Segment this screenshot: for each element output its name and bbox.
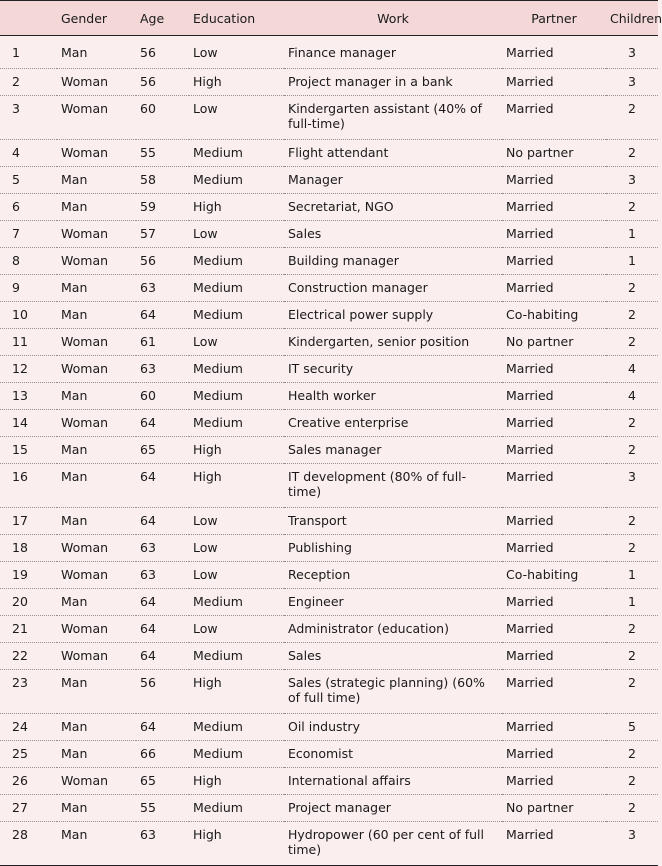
partner-cell: No partner: [502, 140, 606, 167]
row-id-cell: 9: [0, 275, 57, 302]
partner-cell: Married: [502, 643, 606, 670]
gender-cell: Woman: [57, 410, 136, 437]
age-cell: 57: [136, 221, 189, 248]
age-cell: 64: [136, 643, 189, 670]
age-cell: 56: [136, 36, 189, 69]
row-id-cell: 3: [0, 96, 57, 140]
education-cell: High: [189, 437, 284, 464]
work-cell: Project manager in a bank: [284, 69, 502, 96]
row-id-cell: 13: [0, 383, 57, 410]
children-cell: 2: [606, 329, 658, 356]
header-id: [0, 1, 57, 36]
header-children: Children: [610, 10, 662, 26]
education-cell: Medium: [189, 714, 284, 741]
work-cell: Oil industry: [284, 714, 502, 741]
children-cell: 1: [606, 562, 658, 589]
partner-cell: Married: [502, 221, 606, 248]
gender-cell: Man: [57, 795, 136, 822]
work-cell: Economist: [284, 741, 502, 768]
education-cell: Medium: [189, 795, 284, 822]
table-header: [0, 1, 662, 36]
work-cell: IT development (80% of full-time): [284, 464, 502, 508]
partner-cell: Married: [502, 714, 606, 741]
row-id-cell: 20: [0, 589, 57, 616]
education-cell: Low: [189, 36, 284, 69]
row-id-cell: 28: [0, 822, 57, 866]
work-cell: International affairs: [284, 768, 502, 795]
table-row: [0, 194, 658, 221]
table-row: [0, 69, 658, 96]
partner-cell: Married: [502, 589, 606, 616]
work-cell: Manager: [284, 167, 502, 194]
work-cell: Hydropower (60 per cent of full time): [284, 822, 502, 866]
gender-cell: Man: [57, 36, 136, 69]
gender-cell: Man: [57, 741, 136, 768]
table-row: [0, 562, 658, 589]
work-cell: Reception: [284, 562, 502, 589]
table-row: [0, 795, 658, 822]
header-partner: Partner: [531, 10, 577, 26]
row-id-cell: 4: [0, 140, 57, 167]
gender-cell: Man: [57, 670, 136, 714]
work-cell: Sales manager: [284, 437, 502, 464]
age-cell: 61: [136, 329, 189, 356]
children-cell: 1: [606, 221, 658, 248]
table-row: [0, 616, 658, 643]
work-cell: Electrical power supply: [284, 302, 502, 329]
work-cell: Sales: [284, 643, 502, 670]
age-cell: 65: [136, 437, 189, 464]
row-id-cell: 10: [0, 302, 57, 329]
age-cell: 64: [136, 508, 189, 535]
partner-cell: Married: [502, 670, 606, 714]
partner-cell: Co-habiting: [502, 562, 606, 589]
gender-cell: Man: [57, 464, 136, 508]
work-cell: Flight attendant: [284, 140, 502, 167]
work-cell: Engineer: [284, 589, 502, 616]
age-cell: 56: [136, 69, 189, 96]
table-row: [0, 140, 658, 167]
table-row: [0, 410, 658, 437]
children-cell: 2: [606, 795, 658, 822]
education-cell: Medium: [189, 167, 284, 194]
gender-cell: Man: [57, 275, 136, 302]
header-work: Work: [377, 10, 409, 26]
row-id-cell: 23: [0, 670, 57, 714]
table-row: [0, 383, 658, 410]
children-cell: 1: [606, 248, 658, 275]
education-cell: High: [189, 194, 284, 221]
table-row: [0, 714, 658, 741]
age-cell: 58: [136, 167, 189, 194]
gender-cell: Woman: [57, 140, 136, 167]
education-cell: Low: [189, 221, 284, 248]
children-cell: 2: [606, 616, 658, 643]
table-row: [0, 167, 658, 194]
partner-cell: Married: [502, 96, 606, 140]
work-cell: Creative enterprise: [284, 410, 502, 437]
gender-cell: Woman: [57, 643, 136, 670]
work-cell: Administrator (education): [284, 616, 502, 643]
row-id-cell: 12: [0, 356, 57, 383]
work-cell: Construction manager: [284, 275, 502, 302]
children-cell: 3: [606, 69, 658, 96]
work-cell: Sales: [284, 221, 502, 248]
education-cell: Medium: [189, 275, 284, 302]
work-cell: Kindergarten assistant (40% of full-time): [284, 96, 502, 140]
partner-cell: Married: [502, 822, 606, 866]
partner-cell: Married: [502, 768, 606, 795]
children-cell: 2: [606, 643, 658, 670]
gender-cell: Woman: [57, 616, 136, 643]
partner-cell: Married: [502, 36, 606, 69]
gender-cell: Woman: [57, 221, 136, 248]
education-cell: Low: [189, 508, 284, 535]
gender-cell: Man: [57, 302, 136, 329]
row-id-cell: 24: [0, 714, 57, 741]
children-cell: 3: [606, 36, 658, 69]
age-cell: 63: [136, 356, 189, 383]
header-gender: Gender: [61, 10, 108, 26]
partner-cell: Married: [502, 356, 606, 383]
children-cell: 2: [606, 741, 658, 768]
work-cell: Building manager: [284, 248, 502, 275]
table-row: [0, 248, 658, 275]
age-cell: 56: [136, 670, 189, 714]
work-cell: Finance manager: [284, 36, 502, 69]
gender-cell: Woman: [57, 562, 136, 589]
children-cell: 2: [606, 670, 658, 714]
age-cell: 63: [136, 275, 189, 302]
table-row: [0, 822, 658, 866]
gender-cell: Man: [57, 383, 136, 410]
age-cell: 63: [136, 535, 189, 562]
age-cell: 59: [136, 194, 189, 221]
gender-cell: Woman: [57, 248, 136, 275]
children-cell: 1: [606, 589, 658, 616]
age-cell: 64: [136, 589, 189, 616]
children-cell: 3: [606, 822, 658, 866]
partner-cell: Married: [502, 410, 606, 437]
age-cell: 63: [136, 822, 189, 866]
gender-cell: Woman: [57, 356, 136, 383]
children-cell: 4: [606, 356, 658, 383]
children-cell: 2: [606, 508, 658, 535]
education-cell: High: [189, 464, 284, 508]
gender-cell: Man: [57, 508, 136, 535]
education-cell: Low: [189, 535, 284, 562]
partner-cell: No partner: [502, 795, 606, 822]
row-id-cell: 26: [0, 768, 57, 795]
table-row: [0, 643, 658, 670]
children-cell: 5: [606, 714, 658, 741]
gender-cell: Woman: [57, 69, 136, 96]
partner-cell: Married: [502, 535, 606, 562]
row-id-cell: 7: [0, 221, 57, 248]
gender-cell: Man: [57, 822, 136, 866]
gender-cell: Man: [57, 714, 136, 741]
education-cell: High: [189, 768, 284, 795]
work-cell: Project manager: [284, 795, 502, 822]
gender-cell: Man: [57, 437, 136, 464]
header-education: Education: [193, 10, 256, 26]
partner-cell: Co-habiting: [502, 302, 606, 329]
children-cell: 4: [606, 383, 658, 410]
education-cell: High: [189, 670, 284, 714]
table-row: [0, 36, 658, 69]
children-cell: 2: [606, 768, 658, 795]
age-cell: 66: [136, 741, 189, 768]
work-cell: Health worker: [284, 383, 502, 410]
children-cell: 2: [606, 302, 658, 329]
education-cell: High: [189, 69, 284, 96]
children-cell: 2: [606, 194, 658, 221]
row-id-cell: 15: [0, 437, 57, 464]
table-row: [0, 96, 658, 140]
age-cell: 65: [136, 768, 189, 795]
table-row: [0, 464, 658, 508]
age-cell: 56: [136, 248, 189, 275]
table-body: [0, 36, 658, 866]
education-cell: Medium: [189, 643, 284, 670]
table-row: [0, 329, 658, 356]
children-cell: 2: [606, 535, 658, 562]
education-cell: Low: [189, 562, 284, 589]
children-cell: 2: [606, 410, 658, 437]
age-cell: 55: [136, 795, 189, 822]
row-id-cell: 11: [0, 329, 57, 356]
table-row: [0, 356, 658, 383]
gender-cell: Woman: [57, 329, 136, 356]
partner-cell: No partner: [502, 329, 606, 356]
table-row: [0, 302, 658, 329]
row-id-cell: 5: [0, 167, 57, 194]
education-cell: Medium: [189, 589, 284, 616]
age-cell: 64: [136, 464, 189, 508]
education-cell: Medium: [189, 140, 284, 167]
gender-cell: Woman: [57, 96, 136, 140]
row-id-cell: 2: [0, 69, 57, 96]
education-cell: Low: [189, 96, 284, 140]
row-id-cell: 6: [0, 194, 57, 221]
children-cell: 2: [606, 96, 658, 140]
work-cell: Transport: [284, 508, 502, 535]
education-cell: Low: [189, 329, 284, 356]
education-cell: Medium: [189, 410, 284, 437]
children-cell: 2: [606, 140, 658, 167]
row-id-cell: 27: [0, 795, 57, 822]
work-cell: Publishing: [284, 535, 502, 562]
children-cell: 3: [606, 167, 658, 194]
partner-cell: Married: [502, 464, 606, 508]
education-cell: Medium: [189, 383, 284, 410]
partner-cell: Married: [502, 167, 606, 194]
education-cell: Medium: [189, 248, 284, 275]
work-cell: IT security: [284, 356, 502, 383]
children-cell: 2: [606, 437, 658, 464]
partner-cell: Married: [502, 437, 606, 464]
education-cell: Medium: [189, 356, 284, 383]
education-cell: High: [189, 822, 284, 866]
children-cell: 2: [606, 275, 658, 302]
table-row: [0, 221, 658, 248]
table-row: [0, 741, 658, 768]
age-cell: 63: [136, 562, 189, 589]
row-id-cell: 25: [0, 741, 57, 768]
gender-cell: Man: [57, 589, 136, 616]
table-row: [0, 535, 658, 562]
partner-cell: Married: [502, 383, 606, 410]
row-id-cell: 17: [0, 508, 57, 535]
work-cell: Secretariat, NGO: [284, 194, 502, 221]
work-cell: Kindergarten, senior position: [284, 329, 502, 356]
header-row: [0, 1, 658, 36]
age-cell: 55: [136, 140, 189, 167]
table-row: [0, 768, 658, 795]
header-age: Age: [140, 10, 165, 26]
row-id-cell: 1: [0, 36, 57, 69]
partner-cell: Married: [502, 741, 606, 768]
row-id-cell: 8: [0, 248, 57, 275]
row-id-cell: 21: [0, 616, 57, 643]
gender-cell: Woman: [57, 768, 136, 795]
row-id-cell: 16: [0, 464, 57, 508]
table-row: [0, 589, 658, 616]
education-cell: Low: [189, 616, 284, 643]
partner-cell: Married: [502, 69, 606, 96]
age-cell: 64: [136, 616, 189, 643]
partner-cell: Married: [502, 194, 606, 221]
education-cell: Medium: [189, 741, 284, 768]
partner-cell: Married: [502, 275, 606, 302]
work-cell: Sales (strategic planning) (60% of full time): [284, 670, 502, 714]
gender-cell: Man: [57, 194, 136, 221]
partner-cell: Married: [502, 616, 606, 643]
partner-cell: Married: [502, 248, 606, 275]
gender-cell: Woman: [57, 535, 136, 562]
table-row: [0, 437, 658, 464]
table-row: [0, 508, 658, 535]
children-cell: 3: [606, 464, 658, 508]
row-id-cell: 18: [0, 535, 57, 562]
age-cell: 60: [136, 96, 189, 140]
gender-cell: Man: [57, 167, 136, 194]
age-cell: 64: [136, 714, 189, 741]
row-id-cell: 14: [0, 410, 57, 437]
row-id-cell: 19: [0, 562, 57, 589]
partner-cell: Married: [502, 508, 606, 535]
table-row: [0, 670, 658, 714]
age-cell: 64: [136, 410, 189, 437]
age-cell: 60: [136, 383, 189, 410]
age-cell: 64: [136, 302, 189, 329]
row-id-cell: 22: [0, 643, 57, 670]
education-cell: Medium: [189, 302, 284, 329]
table-row: [0, 275, 658, 302]
